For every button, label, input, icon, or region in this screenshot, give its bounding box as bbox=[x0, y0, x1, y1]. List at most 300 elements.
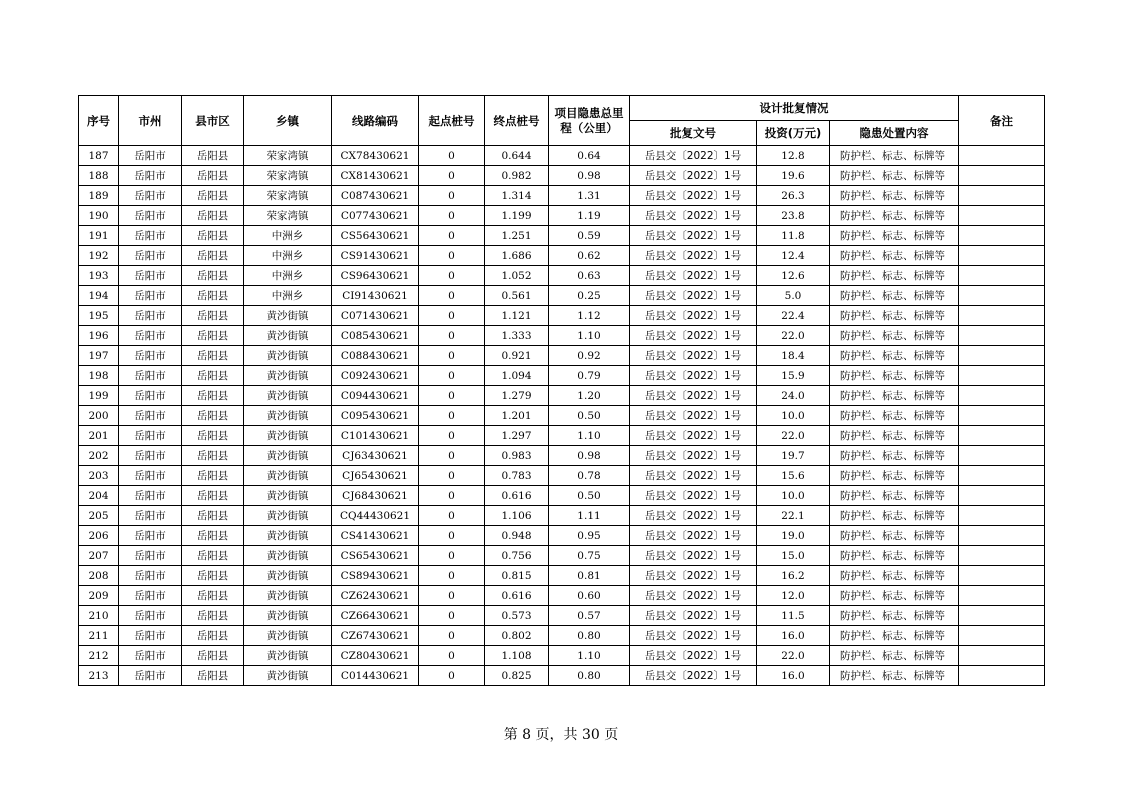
cell-investment: 16.0 bbox=[757, 626, 830, 646]
cell-town: 黄沙街镇 bbox=[244, 446, 332, 466]
cell-end-stake: 0.948 bbox=[485, 526, 549, 546]
cell-city: 岳阳市 bbox=[119, 506, 182, 526]
cell-treatment: 防护栏、标志、标牌等 bbox=[830, 646, 959, 666]
cell-town: 黄沙街镇 bbox=[244, 526, 332, 546]
cell-town: 黄沙街镇 bbox=[244, 426, 332, 446]
cell-mileage: 0.78 bbox=[549, 466, 630, 486]
cell-approval-no: 岳县交〔2022〕1号 bbox=[630, 226, 757, 246]
cell-city: 岳阳市 bbox=[119, 486, 182, 506]
cell-investment: 19.6 bbox=[757, 166, 830, 186]
cell-treatment: 防护栏、标志、标牌等 bbox=[830, 166, 959, 186]
table-row bbox=[79, 546, 1045, 566]
cell-town: 中洲乡 bbox=[244, 226, 332, 246]
cell-approval-no: 岳县交〔2022〕1号 bbox=[630, 466, 757, 486]
cell-seq: 194 bbox=[79, 286, 119, 306]
cell-county: 岳阳县 bbox=[182, 626, 244, 646]
cell-treatment: 防护栏、标志、标牌等 bbox=[830, 226, 959, 246]
cell-end-stake: 0.616 bbox=[485, 586, 549, 606]
cell-approval-no: 岳县交〔2022〕1号 bbox=[630, 646, 757, 666]
cell-county: 岳阳县 bbox=[182, 366, 244, 386]
cell-route-code: CS65430621 bbox=[332, 546, 419, 566]
cell-start-stake: 0 bbox=[419, 346, 485, 366]
cell-end-stake: 1.108 bbox=[485, 646, 549, 666]
cell-route-code: CS56430621 bbox=[332, 226, 419, 246]
cell-start-stake: 0 bbox=[419, 386, 485, 406]
cell-start-stake: 0 bbox=[419, 546, 485, 566]
cell-remark bbox=[959, 246, 1045, 266]
table-row bbox=[79, 386, 1045, 406]
cell-county: 岳阳县 bbox=[182, 566, 244, 586]
table-row bbox=[79, 606, 1045, 626]
cell-mileage: 1.31 bbox=[549, 186, 630, 206]
header-start-stake: 起点桩号 bbox=[419, 96, 485, 146]
cell-treatment: 防护栏、标志、标牌等 bbox=[830, 346, 959, 366]
cell-remark bbox=[959, 366, 1045, 386]
cell-seq: 203 bbox=[79, 466, 119, 486]
cell-route-code: C101430621 bbox=[332, 426, 419, 446]
cell-end-stake: 0.802 bbox=[485, 626, 549, 646]
cell-treatment: 防护栏、标志、标牌等 bbox=[830, 386, 959, 406]
cell-town: 荣家湾镇 bbox=[244, 186, 332, 206]
cell-route-code: C014430621 bbox=[332, 666, 419, 686]
cell-treatment: 防护栏、标志、标牌等 bbox=[830, 506, 959, 526]
cell-investment: 12.0 bbox=[757, 586, 830, 606]
cell-seq: 212 bbox=[79, 646, 119, 666]
cell-start-stake: 0 bbox=[419, 146, 485, 166]
cell-seq: 196 bbox=[79, 326, 119, 346]
table-row bbox=[79, 246, 1045, 266]
cell-route-code: CZ67430621 bbox=[332, 626, 419, 646]
project-table bbox=[78, 95, 1045, 686]
cell-approval-no: 岳县交〔2022〕1号 bbox=[630, 526, 757, 546]
table-body bbox=[79, 146, 1045, 686]
cell-end-stake: 0.825 bbox=[485, 666, 549, 686]
header-treatment: 隐患处置内容 bbox=[830, 121, 959, 146]
cell-county: 岳阳县 bbox=[182, 546, 244, 566]
header-approval-group: 设计批复情况 bbox=[630, 96, 959, 121]
cell-remark bbox=[959, 626, 1045, 646]
cell-end-stake: 1.106 bbox=[485, 506, 549, 526]
cell-town: 黄沙街镇 bbox=[244, 546, 332, 566]
header-town: 乡镇 bbox=[244, 96, 332, 146]
cell-investment: 12.4 bbox=[757, 246, 830, 266]
cell-treatment: 防护栏、标志、标牌等 bbox=[830, 666, 959, 686]
cell-end-stake: 0.982 bbox=[485, 166, 549, 186]
cell-seq: 192 bbox=[79, 246, 119, 266]
cell-mileage: 0.75 bbox=[549, 546, 630, 566]
table-row bbox=[79, 626, 1045, 646]
table-row bbox=[79, 166, 1045, 186]
cell-route-code: C087430621 bbox=[332, 186, 419, 206]
table-row bbox=[79, 366, 1045, 386]
cell-mileage: 1.10 bbox=[549, 326, 630, 346]
cell-town: 黄沙街镇 bbox=[244, 486, 332, 506]
cell-start-stake: 0 bbox=[419, 426, 485, 446]
table-row bbox=[79, 446, 1045, 466]
cell-approval-no: 岳县交〔2022〕1号 bbox=[630, 486, 757, 506]
cell-end-stake: 0.616 bbox=[485, 486, 549, 506]
cell-town: 黄沙街镇 bbox=[244, 626, 332, 646]
cell-seq: 200 bbox=[79, 406, 119, 426]
cell-county: 岳阳县 bbox=[182, 186, 244, 206]
table-row bbox=[79, 226, 1045, 246]
cell-approval-no: 岳县交〔2022〕1号 bbox=[630, 386, 757, 406]
cell-approval-no: 岳县交〔2022〕1号 bbox=[630, 306, 757, 326]
cell-end-stake: 1.297 bbox=[485, 426, 549, 446]
cell-route-code: CS96430621 bbox=[332, 266, 419, 286]
cell-seq: 204 bbox=[79, 486, 119, 506]
cell-end-stake: 1.199 bbox=[485, 206, 549, 226]
cell-approval-no: 岳县交〔2022〕1号 bbox=[630, 186, 757, 206]
cell-route-code: CZ66430621 bbox=[332, 606, 419, 626]
cell-city: 岳阳市 bbox=[119, 566, 182, 586]
cell-treatment: 防护栏、标志、标牌等 bbox=[830, 426, 959, 446]
cell-start-stake: 0 bbox=[419, 586, 485, 606]
table-row bbox=[79, 506, 1045, 526]
cell-city: 岳阳市 bbox=[119, 646, 182, 666]
cell-remark bbox=[959, 186, 1045, 206]
cell-route-code: CI91430621 bbox=[332, 286, 419, 306]
cell-approval-no: 岳县交〔2022〕1号 bbox=[630, 566, 757, 586]
cell-treatment: 防护栏、标志、标牌等 bbox=[830, 466, 959, 486]
cell-county: 岳阳县 bbox=[182, 666, 244, 686]
table-row bbox=[79, 146, 1045, 166]
cell-city: 岳阳市 bbox=[119, 166, 182, 186]
cell-approval-no: 岳县交〔2022〕1号 bbox=[630, 246, 757, 266]
cell-remark bbox=[959, 286, 1045, 306]
cell-end-stake: 1.052 bbox=[485, 266, 549, 286]
cell-town: 黄沙街镇 bbox=[244, 306, 332, 326]
cell-approval-no: 岳县交〔2022〕1号 bbox=[630, 206, 757, 226]
cell-seq: 208 bbox=[79, 566, 119, 586]
cell-route-code: C094430621 bbox=[332, 386, 419, 406]
cell-city: 岳阳市 bbox=[119, 146, 182, 166]
cell-city: 岳阳市 bbox=[119, 526, 182, 546]
cell-seq: 197 bbox=[79, 346, 119, 366]
cell-investment: 10.0 bbox=[757, 486, 830, 506]
cell-approval-no: 岳县交〔2022〕1号 bbox=[630, 606, 757, 626]
header-county: 县市区 bbox=[182, 96, 244, 146]
cell-city: 岳阳市 bbox=[119, 586, 182, 606]
cell-investment: 26.3 bbox=[757, 186, 830, 206]
cell-start-stake: 0 bbox=[419, 326, 485, 346]
cell-approval-no: 岳县交〔2022〕1号 bbox=[630, 406, 757, 426]
cell-route-code: CJ68430621 bbox=[332, 486, 419, 506]
cell-remark bbox=[959, 526, 1045, 546]
cell-remark bbox=[959, 566, 1045, 586]
cell-investment: 12.6 bbox=[757, 266, 830, 286]
cell-start-stake: 0 bbox=[419, 486, 485, 506]
cell-remark bbox=[959, 386, 1045, 406]
cell-mileage: 0.81 bbox=[549, 566, 630, 586]
cell-start-stake: 0 bbox=[419, 526, 485, 546]
cell-mileage: 0.50 bbox=[549, 406, 630, 426]
cell-seq: 195 bbox=[79, 306, 119, 326]
cell-treatment: 防护栏、标志、标牌等 bbox=[830, 286, 959, 306]
cell-city: 岳阳市 bbox=[119, 326, 182, 346]
cell-start-stake: 0 bbox=[419, 666, 485, 686]
cell-mileage: 1.11 bbox=[549, 506, 630, 526]
cell-investment: 22.0 bbox=[757, 426, 830, 446]
cell-start-stake: 0 bbox=[419, 266, 485, 286]
cell-remark bbox=[959, 306, 1045, 326]
cell-route-code: C077430621 bbox=[332, 206, 419, 226]
cell-seq: 193 bbox=[79, 266, 119, 286]
cell-start-stake: 0 bbox=[419, 306, 485, 326]
header-investment: 投资(万元) bbox=[757, 121, 830, 146]
cell-county: 岳阳县 bbox=[182, 386, 244, 406]
cell-treatment: 防护栏、标志、标牌等 bbox=[830, 586, 959, 606]
cell-town: 荣家湾镇 bbox=[244, 146, 332, 166]
cell-city: 岳阳市 bbox=[119, 546, 182, 566]
cell-seq: 205 bbox=[79, 506, 119, 526]
cell-seq: 199 bbox=[79, 386, 119, 406]
header-remarks: 备注 bbox=[959, 96, 1045, 146]
cell-approval-no: 岳县交〔2022〕1号 bbox=[630, 286, 757, 306]
cell-start-stake: 0 bbox=[419, 366, 485, 386]
cell-seq: 189 bbox=[79, 186, 119, 206]
cell-city: 岳阳市 bbox=[119, 186, 182, 206]
cell-remark bbox=[959, 666, 1045, 686]
cell-remark bbox=[959, 206, 1045, 226]
cell-end-stake: 1.314 bbox=[485, 186, 549, 206]
cell-town: 荣家湾镇 bbox=[244, 166, 332, 186]
cell-investment: 24.0 bbox=[757, 386, 830, 406]
cell-treatment: 防护栏、标志、标牌等 bbox=[830, 526, 959, 546]
cell-end-stake: 1.094 bbox=[485, 366, 549, 386]
cell-mileage: 0.25 bbox=[549, 286, 630, 306]
cell-city: 岳阳市 bbox=[119, 306, 182, 326]
cell-investment: 22.0 bbox=[757, 646, 830, 666]
table-row bbox=[79, 526, 1045, 546]
table-row bbox=[79, 346, 1045, 366]
cell-town: 黄沙街镇 bbox=[244, 586, 332, 606]
cell-mileage: 0.59 bbox=[549, 226, 630, 246]
cell-end-stake: 1.201 bbox=[485, 406, 549, 426]
cell-route-code: CX81430621 bbox=[332, 166, 419, 186]
cell-start-stake: 0 bbox=[419, 206, 485, 226]
cell-end-stake: 0.756 bbox=[485, 546, 549, 566]
cell-treatment: 防护栏、标志、标牌等 bbox=[830, 446, 959, 466]
cell-route-code: C092430621 bbox=[332, 366, 419, 386]
cell-approval-no: 岳县交〔2022〕1号 bbox=[630, 326, 757, 346]
cell-seq: 198 bbox=[79, 366, 119, 386]
cell-remark bbox=[959, 586, 1045, 606]
header-seq: 序号 bbox=[79, 96, 119, 146]
cell-end-stake: 0.561 bbox=[485, 286, 549, 306]
cell-seq: 211 bbox=[79, 626, 119, 646]
table-row bbox=[79, 306, 1045, 326]
cell-county: 岳阳县 bbox=[182, 646, 244, 666]
cell-seq: 201 bbox=[79, 426, 119, 446]
cell-treatment: 防护栏、标志、标牌等 bbox=[830, 606, 959, 626]
cell-town: 中洲乡 bbox=[244, 286, 332, 306]
cell-end-stake: 0.644 bbox=[485, 146, 549, 166]
cell-seq: 202 bbox=[79, 446, 119, 466]
cell-mileage: 0.98 bbox=[549, 446, 630, 466]
cell-treatment: 防护栏、标志、标牌等 bbox=[830, 206, 959, 226]
cell-mileage: 0.80 bbox=[549, 666, 630, 686]
cell-investment: 11.5 bbox=[757, 606, 830, 626]
cell-city: 岳阳市 bbox=[119, 366, 182, 386]
cell-town: 中洲乡 bbox=[244, 246, 332, 266]
cell-town: 黄沙街镇 bbox=[244, 666, 332, 686]
cell-start-stake: 0 bbox=[419, 186, 485, 206]
cell-county: 岳阳县 bbox=[182, 466, 244, 486]
cell-route-code: CJ65430621 bbox=[332, 466, 419, 486]
cell-county: 岳阳县 bbox=[182, 606, 244, 626]
cell-seq: 213 bbox=[79, 666, 119, 686]
cell-remark bbox=[959, 166, 1045, 186]
cell-county: 岳阳县 bbox=[182, 226, 244, 246]
cell-county: 岳阳县 bbox=[182, 306, 244, 326]
table-row bbox=[79, 566, 1045, 586]
cell-treatment: 防护栏、标志、标牌等 bbox=[830, 146, 959, 166]
cell-mileage: 1.12 bbox=[549, 306, 630, 326]
cell-start-stake: 0 bbox=[419, 246, 485, 266]
cell-town: 黄沙街镇 bbox=[244, 406, 332, 426]
cell-seq: 188 bbox=[79, 166, 119, 186]
cell-investment: 23.8 bbox=[757, 206, 830, 226]
cell-end-stake: 0.921 bbox=[485, 346, 549, 366]
cell-treatment: 防护栏、标志、标牌等 bbox=[830, 546, 959, 566]
cell-investment: 11.8 bbox=[757, 226, 830, 246]
cell-route-code: CQ44430621 bbox=[332, 506, 419, 526]
cell-county: 岳阳县 bbox=[182, 146, 244, 166]
table-row bbox=[79, 186, 1045, 206]
cell-end-stake: 1.686 bbox=[485, 246, 549, 266]
cell-county: 岳阳县 bbox=[182, 326, 244, 346]
cell-mileage: 0.79 bbox=[549, 366, 630, 386]
cell-end-stake: 0.573 bbox=[485, 606, 549, 626]
cell-investment: 15.0 bbox=[757, 546, 830, 566]
cell-investment: 22.4 bbox=[757, 306, 830, 326]
cell-investment: 22.0 bbox=[757, 326, 830, 346]
header-total-mileage: 项目隐患总里程（公里） bbox=[549, 96, 630, 146]
cell-county: 岳阳县 bbox=[182, 586, 244, 606]
cell-approval-no: 岳县交〔2022〕1号 bbox=[630, 426, 757, 446]
cell-end-stake: 1.121 bbox=[485, 306, 549, 326]
cell-city: 岳阳市 bbox=[119, 386, 182, 406]
cell-city: 岳阳市 bbox=[119, 286, 182, 306]
cell-town: 荣家湾镇 bbox=[244, 206, 332, 226]
cell-city: 岳阳市 bbox=[119, 346, 182, 366]
cell-seq: 206 bbox=[79, 526, 119, 546]
cell-seq: 210 bbox=[79, 606, 119, 626]
cell-remark bbox=[959, 506, 1045, 526]
cell-approval-no: 岳县交〔2022〕1号 bbox=[630, 546, 757, 566]
cell-treatment: 防护栏、标志、标牌等 bbox=[830, 266, 959, 286]
cell-remark bbox=[959, 226, 1045, 246]
cell-start-stake: 0 bbox=[419, 166, 485, 186]
cell-start-stake: 0 bbox=[419, 626, 485, 646]
cell-city: 岳阳市 bbox=[119, 426, 182, 446]
cell-approval-no: 岳县交〔2022〕1号 bbox=[630, 346, 757, 366]
cell-county: 岳阳县 bbox=[182, 426, 244, 446]
table-row bbox=[79, 326, 1045, 346]
cell-town: 黄沙街镇 bbox=[244, 386, 332, 406]
cell-seq: 187 bbox=[79, 146, 119, 166]
cell-approval-no: 岳县交〔2022〕1号 bbox=[630, 626, 757, 646]
cell-county: 岳阳县 bbox=[182, 506, 244, 526]
cell-mileage: 1.10 bbox=[549, 646, 630, 666]
cell-investment: 19.0 bbox=[757, 526, 830, 546]
cell-end-stake: 0.983 bbox=[485, 446, 549, 466]
cell-county: 岳阳县 bbox=[182, 166, 244, 186]
cell-mileage: 0.63 bbox=[549, 266, 630, 286]
cell-start-stake: 0 bbox=[419, 466, 485, 486]
cell-city: 岳阳市 bbox=[119, 466, 182, 486]
cell-county: 岳阳县 bbox=[182, 446, 244, 466]
page-number: 第 8 页，共 30 页 bbox=[503, 727, 619, 743]
cell-route-code: C088430621 bbox=[332, 346, 419, 366]
cell-investment: 18.4 bbox=[757, 346, 830, 366]
cell-approval-no: 岳县交〔2022〕1号 bbox=[630, 446, 757, 466]
cell-county: 岳阳县 bbox=[182, 526, 244, 546]
cell-remark bbox=[959, 426, 1045, 446]
cell-town: 黄沙街镇 bbox=[244, 566, 332, 586]
cell-mileage: 0.50 bbox=[549, 486, 630, 506]
cell-investment: 15.9 bbox=[757, 366, 830, 386]
cell-end-stake: 0.815 bbox=[485, 566, 549, 586]
cell-route-code: CS41430621 bbox=[332, 526, 419, 546]
cell-city: 岳阳市 bbox=[119, 606, 182, 626]
cell-end-stake: 1.333 bbox=[485, 326, 549, 346]
table-row bbox=[79, 666, 1045, 686]
cell-town: 黄沙街镇 bbox=[244, 346, 332, 366]
cell-treatment: 防护栏、标志、标牌等 bbox=[830, 246, 959, 266]
cell-county: 岳阳县 bbox=[182, 486, 244, 506]
cell-county: 岳阳县 bbox=[182, 286, 244, 306]
header-route-code: 线路编码 bbox=[332, 96, 419, 146]
cell-start-stake: 0 bbox=[419, 286, 485, 306]
table-row bbox=[79, 286, 1045, 306]
cell-route-code: CJ63430621 bbox=[332, 446, 419, 466]
cell-start-stake: 0 bbox=[419, 406, 485, 426]
cell-route-code: C095430621 bbox=[332, 406, 419, 426]
cell-start-stake: 0 bbox=[419, 566, 485, 586]
cell-end-stake: 1.251 bbox=[485, 226, 549, 246]
cell-mileage: 0.80 bbox=[549, 626, 630, 646]
header-end-stake: 终点桩号 bbox=[485, 96, 549, 146]
cell-town: 黄沙街镇 bbox=[244, 506, 332, 526]
cell-treatment: 防护栏、标志、标牌等 bbox=[830, 626, 959, 646]
cell-investment: 22.1 bbox=[757, 506, 830, 526]
cell-start-stake: 0 bbox=[419, 606, 485, 626]
cell-start-stake: 0 bbox=[419, 646, 485, 666]
cell-treatment: 防护栏、标志、标牌等 bbox=[830, 486, 959, 506]
cell-route-code: CZ62430621 bbox=[332, 586, 419, 606]
cell-remark bbox=[959, 646, 1045, 666]
cell-approval-no: 岳县交〔2022〕1号 bbox=[630, 366, 757, 386]
cell-treatment: 防护栏、标志、标牌等 bbox=[830, 306, 959, 326]
table-row bbox=[79, 266, 1045, 286]
table-row bbox=[79, 646, 1045, 666]
cell-approval-no: 岳县交〔2022〕1号 bbox=[630, 266, 757, 286]
cell-start-stake: 0 bbox=[419, 446, 485, 466]
cell-mileage: 0.57 bbox=[549, 606, 630, 626]
cell-remark bbox=[959, 346, 1045, 366]
cell-county: 岳阳县 bbox=[182, 406, 244, 426]
cell-city: 岳阳市 bbox=[119, 626, 182, 646]
table-row bbox=[79, 486, 1045, 506]
cell-end-stake: 1.279 bbox=[485, 386, 549, 406]
cell-town: 黄沙街镇 bbox=[244, 646, 332, 666]
cell-mileage: 1.10 bbox=[549, 426, 630, 446]
cell-mileage: 0.98 bbox=[549, 166, 630, 186]
cell-remark bbox=[959, 466, 1045, 486]
cell-approval-no: 岳县交〔2022〕1号 bbox=[630, 146, 757, 166]
